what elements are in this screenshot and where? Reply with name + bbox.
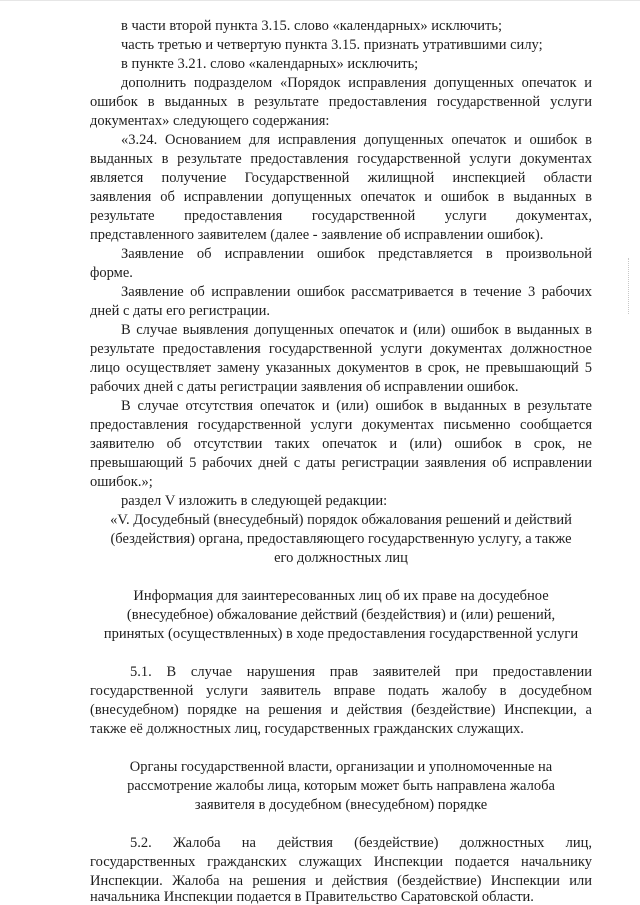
text-line: ошибок.»; xyxy=(90,474,153,490)
text-line: превышающий 5 рабочих дней с даты регистрации заявления об исправлении xyxy=(90,455,592,471)
text-line: также её должностных лиц, государственных гражданских служащих. xyxy=(90,721,524,737)
text-line: начальника Инспекции подается в Правительство Саратовской области. xyxy=(90,889,534,905)
text-line: в части второй пункта 3.15. слово «календарных» исключить; xyxy=(121,18,503,34)
text-line: результате предоставления государственной услуги документах, xyxy=(90,208,592,224)
text-line: «3.24. Основанием для исправления допущенных опечаток и ошибок в xyxy=(121,132,592,148)
section-heading: его должностных лиц xyxy=(274,550,408,566)
subsection-heading: принятых (осуществленных) в ходе предоставления государственной услуги xyxy=(103,626,579,642)
text-line: представленного заявителем (далее - заявление об исправлении ошибок). xyxy=(90,227,544,243)
scan-artifact xyxy=(628,258,633,314)
text-line: Заявление об исправлении ошибок представляется в произвольной xyxy=(121,246,592,262)
text-line: форме. xyxy=(90,265,133,281)
subsection-heading: заявителя в досудебном (внесудебном) порядке xyxy=(194,797,488,813)
text-line: Заявление об исправлении ошибок рассматривается в течение 3 рабочих xyxy=(121,284,592,300)
text-line: заявления об исправлении допущенных опечаток и ошибок в выданных в xyxy=(90,189,592,205)
section-heading: (бездействия) органа, предоставляющего государственную услугу, а также xyxy=(110,531,572,547)
text-line: предоставления государственной услуги документах письменно сообщается xyxy=(90,417,592,433)
text-line: Инспекции. Жалоба на решения и действия (бездействие) Инспекции или xyxy=(90,873,592,889)
subsection-heading: Органы государственной власти, организации и уполномоченные на xyxy=(129,759,553,775)
text-line: раздел V изложить в следующей редакции: xyxy=(121,493,388,509)
subsection-heading: рассмотрение жалобы лица, которым может быть направлена жалоба xyxy=(127,778,555,794)
text-line: документах» следующего содержания: xyxy=(90,113,330,129)
page-edge xyxy=(0,0,640,1)
text-line: В случае выявления допущенных опечаток и (или) ошибок в выданных в xyxy=(121,322,592,338)
subsection-heading: Информация для заинтересованных лиц об их праве на досудебное xyxy=(133,588,549,604)
text-line: лицо осуществляет замену указанных документов в срок, не превышающий 5 xyxy=(90,360,592,376)
subsection-heading: (внесудебное) обжалование действий (бездействия) и (или) решений, xyxy=(126,607,556,623)
text-line: является получение Государственной жилищной инспекцией области xyxy=(90,170,592,186)
section-heading: «V. Досудебный (внесудебный) порядок обжалования решений и действий xyxy=(110,512,572,528)
text-line: в пункте 3.21. слово «календарных» исключить; xyxy=(121,56,419,72)
text-line: государственных гражданских служащих Инспекции подается начальнику xyxy=(90,854,592,870)
text-line: (внесудебном) порядке на решения и действия (бездействие) Инспекции, а xyxy=(90,702,592,718)
text-line: 5.1. В случае нарушения прав заявителей при предоставлении xyxy=(130,664,592,680)
text-line: заявителю об отсутствии таких опечаток и (или) ошибок в срок, не xyxy=(90,436,592,452)
text-line: часть третью и четвертую пункта 3.15. признать утратившими силу; xyxy=(121,37,543,53)
text-line: В случае отсутствия опечаток и (или) ошибок в выданных в результате xyxy=(121,398,592,414)
text-line: рабочих дней с даты регистрации заявления об исправлении ошибок. xyxy=(90,379,519,395)
text-line: 5.2. Жалоба на действия (бездействие) должностных лиц, xyxy=(130,835,592,851)
text-line: результате предоставления государственной услуги документах должностное xyxy=(90,341,592,357)
text-line: дополнить подразделом «Порядок исправления допущенных опечаток и xyxy=(121,75,592,91)
text-line: выданных в результате предоставления государственной услуги документах xyxy=(90,151,592,167)
text-line: ошибок в выданных в результате предоставления государственной услуги xyxy=(90,94,592,110)
text-line: государственной услуги заявитель вправе подать жалобу в досудебном xyxy=(90,683,592,699)
text-line: дней с даты его регистрации. xyxy=(90,303,270,319)
